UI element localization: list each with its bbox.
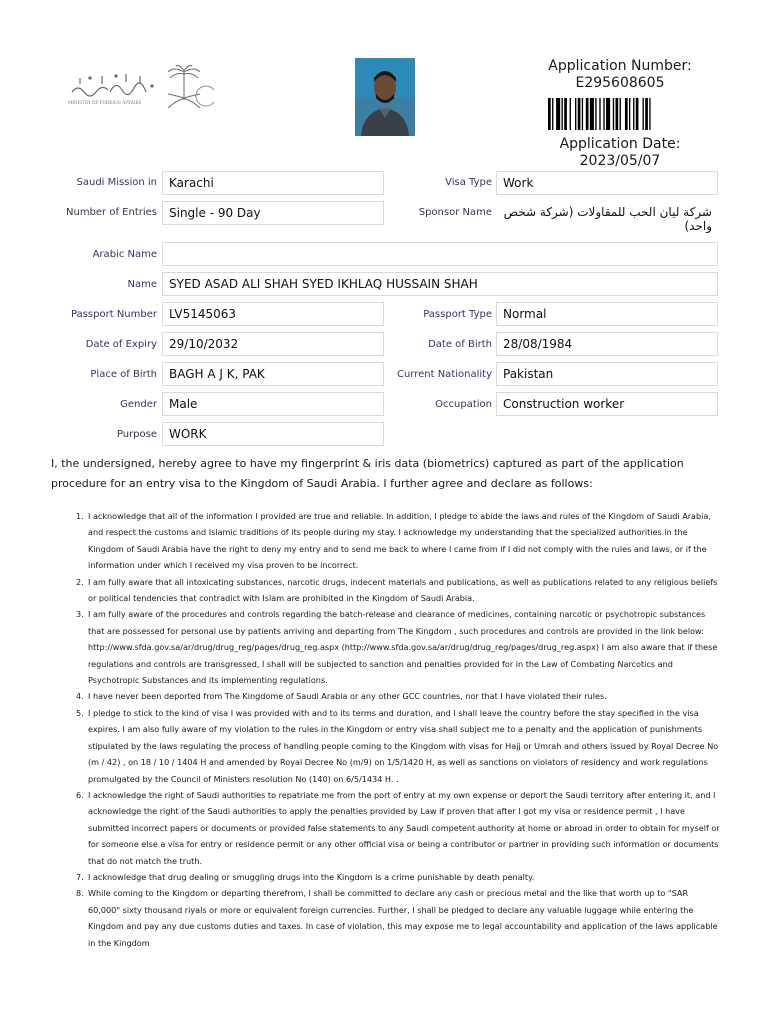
passport-number-label: Passport Number [71, 309, 157, 320]
occupation-label: Occupation [435, 399, 492, 410]
barcode-bar [578, 98, 581, 130]
name-label: Name [127, 279, 157, 290]
barcode-bar [564, 98, 567, 130]
barcode-bar [616, 98, 619, 130]
barcode-bar [606, 98, 610, 130]
barcode-bar [590, 98, 594, 130]
ministry-logo [66, 62, 214, 116]
occupation-field: Construction worker [496, 392, 718, 416]
visa-type-label: Visa Type [445, 177, 492, 188]
barcode-icon [548, 98, 692, 130]
passport-type-label: Passport Type [423, 309, 492, 320]
nationality-label: Current Nationality [396, 369, 492, 380]
barcode-bar [599, 98, 600, 130]
barcode-bar [556, 98, 560, 130]
arabic-calligraphy [72, 74, 153, 96]
applicant-photo [355, 58, 415, 136]
barcode-bar [582, 98, 583, 130]
entries-field: Single - 90 Day [162, 201, 384, 225]
application-info [520, 58, 720, 170]
purpose-field: WORK [162, 422, 384, 446]
barcode-bar [603, 98, 604, 130]
barcode-bar [552, 98, 553, 130]
purpose-label: Purpose [116, 429, 157, 440]
term-item: 1. I acknowledge that all of the information I provided are true and reliable. In addition, I pledge to abide the laws and rules of the Kingdom of Saudi Arabia, and respect the customs and Islamic traditions of its people during my stay. I acknowledge my understanding that the specialized authorities in the Kingdom of Saudi Arabia have the right to deny my entry and to send me back to where I came from if I did not comply with the rules and laws, or if the information under which I received my visa proven to be incorrect. [76, 511, 711, 571]
barcode-bar [629, 98, 630, 130]
pob-field: BAGH A J K, PAK [162, 362, 384, 386]
term-item: 3. I am fully aware of the procedures and controls regarding the batch-release and clearance of medicines, containing narcotic or psychotropic substances that are possessed for personal use by patients arriving and departing from The Kingdom , such procedures and controls are provided in the link below: http://www.sfda.gov.sa/ar/drug/drug_reg/pages/drug_reg.aspx (http://www.sfda.gov.sa/ar/drug/drug_reg/pages/drug_reg.aspx) I am also aware that if these regulations and controls are transgressed, I shall will be subjected to sanction and penalties provided for in the Law of Combating Narcotics and Psychotropic Substances and its implementing regulations. [76, 609, 718, 686]
barcode-bar [575, 98, 576, 130]
sponsor-field: شركة ليان الحب للمقاولات (شركة شخص واحد) [496, 201, 718, 237]
barcode-bar [586, 98, 589, 130]
person-silhouette-icon [355, 58, 415, 136]
barcode-bar [649, 98, 650, 130]
barcode-bar [625, 98, 628, 130]
term-item: 8. While coming to the Kingdom or departing therefrom, I shall be committed to declare any cash or precious metal and the like that worth up to "SAR 60,000" sixty thousand riyals or more or equivalent foreign currencies. Further, I shall be pledged to declare any valuable luggage while entering the Kingdom and pay any due customs duties and taxes. In case of violation, this may expose me to legal accountability and application of the laws applicable in the Kingdom [76, 888, 718, 948]
passport-number-field: LV5145063 [162, 302, 384, 326]
declaration-text: I, the undersigned, hereby agree to have my fingerprint & iris data (biometrics) captured as part of the application procedure for an entry visa to the Kingdom of Saudi Arabia. I further agree and declare as follows: [51, 457, 684, 490]
passport-type-field: Normal [496, 302, 718, 326]
expiry-field: 29/10/2032 [162, 332, 384, 356]
entries-label: Number of Entries [66, 207, 157, 218]
term-item: 7. I acknowledge that drug dealing or smuggling drugs into the Kingdom is a crime punishable by death penalty. [76, 871, 535, 882]
barcode-bar [645, 98, 648, 130]
arabic-name-field [162, 242, 718, 266]
term-item: 6. I acknowledge the right of Saudi authorities to repatriate me from the port of entry at my own expense or deport the Saudi territory after entering it, and I acknowledge the right of the Saudi authorities to apply the penalties provided by Law if proven that after I got my visa or residence permit , I have submitted incorrect papers or documents or provided false statements to any Saudi competent authority at home or abroad in order to obtain for myself or for someone else a visa for entry or residence permit or any other official visa or being a contributor or partner in providing such information or documents that do not match the truth. [76, 789, 720, 866]
saudi-mission-label: Saudi Mission in [76, 177, 157, 188]
barcode-bar [636, 98, 639, 130]
gender-label: Gender [120, 399, 157, 410]
barcode-bar [595, 98, 596, 130]
application-number: E295608605 [575, 75, 665, 91]
arabic-name-label: Arabic Name [92, 249, 157, 260]
gender-field: Male [162, 392, 384, 416]
application-date-label: Application Date: [559, 136, 681, 152]
application-date: 2023/05/07 [579, 153, 661, 169]
logo-caption: MINISTRY OF FOREIGN AFFAIRS [68, 100, 142, 105]
term-item: 5. I pledge to stick to the kind of visa I was provided with and to its terms and duration, and I shall leave the country before the stay specified in the visa expires. I am also fully aware of my violation to the rules in the Kingdom or entry visa shall subject me to a penalty and the application of punishments stipulated by the laws regulating the process of handling people coming to the Kingdom with visas for Hajj or Umrah and others issued by Royal Decree No (m / 42) , on 18 / 10 / 1404 H and amended by Royal Decree No (m/9) on 1/5/1420 H, as well as sanctions on violators of residency and work regulations promulgated by the Council of Ministers resolution No (140) on 6/5/1434 H. . [76, 707, 719, 784]
nationality-field: Pakistan [496, 362, 718, 386]
application-number-label: Application Number: [548, 58, 692, 74]
barcode-bar [620, 98, 621, 130]
barcode-bar [570, 98, 571, 130]
term-item: 4. I have never been deported from The Kingdome of Saudi Arabia or any other GCC countries, nor that I have violated their rules. [76, 691, 607, 702]
dob-label: Date of Birth [428, 339, 492, 350]
barcode-bar [548, 98, 551, 130]
terms-list [76, 508, 720, 951]
barcode-bar [643, 98, 644, 130]
sponsor-label: Sponsor Name [418, 207, 492, 218]
barcode-bar [613, 98, 614, 130]
dob-field: 28/08/1984 [496, 332, 718, 356]
palm-swords-emblem-icon [168, 66, 214, 108]
barcode-bar [562, 98, 563, 130]
name-field: SYED ASAD ALI SHAH SYED IKHLAQ HUSSAIN SHAH [162, 272, 718, 296]
term-item: 2. I am fully aware that all intoxicating substances, narcotic drugs, indecent materials and publications, as well as publications related to any religious beliefs or political tendencies that contradict with Islam are prohibited in the Kingdom of Saudi Arabia. [76, 576, 718, 604]
barcode-bar [633, 98, 634, 130]
expiry-label: Date of Expiry [85, 339, 157, 350]
saudi-mission-field: Karachi [162, 171, 384, 195]
visa-type-field: Work [496, 171, 718, 195]
pob-label: Place of Birth [90, 369, 157, 380]
